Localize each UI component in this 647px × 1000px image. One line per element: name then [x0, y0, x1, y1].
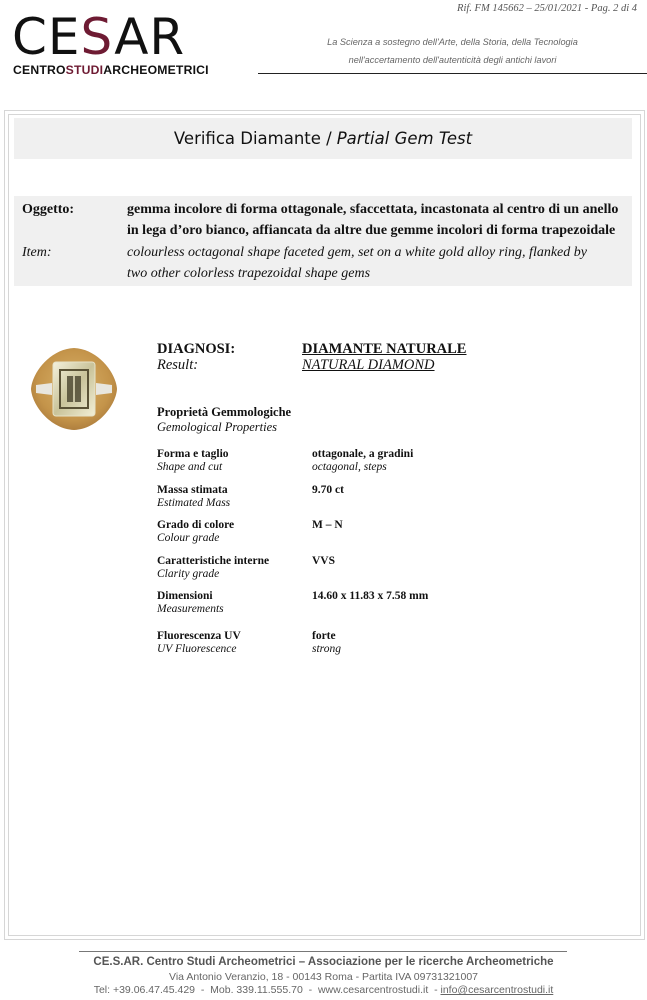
property-label-it: Dimensioni — [157, 590, 213, 602]
diagnosis-value-it: DIAMANTE NATURALE — [302, 341, 467, 357]
object-text-en-1: colourless octagonal shape faceted gem, set on a white gold alloy ring, flanked by — [127, 245, 587, 260]
diagnosis-label-en: Result: — [157, 357, 199, 373]
logo-subtitle-post: ARCHEOMETRICI — [103, 63, 209, 77]
logo-subtitle-pre: CENTRO — [13, 63, 66, 77]
tagline-line-1: La Scienza a sostegno dell'Arte, della Storia, della Tecnologia — [327, 37, 578, 47]
property-value-en: octagonal, steps — [312, 461, 387, 473]
object-label-en: Item: — [22, 245, 52, 260]
property-label-it: Forma e taglio — [157, 448, 229, 460]
properties-heading-en: Gemological Properties — [157, 420, 278, 434]
property-label-en: Estimated Mass — [157, 497, 231, 509]
logo-wordmark-pre: CE — [12, 8, 81, 66]
diagnosis-value-en: NATURAL DIAMOND — [302, 357, 435, 373]
property-label-it: Caratteristiche interne — [157, 555, 270, 567]
property-label-en: Colour grade — [157, 532, 220, 544]
ring-photo — [28, 345, 120, 433]
property-label-en: Measurements — [157, 603, 224, 615]
reference-line: Rif. FM 145662 – 25/01/2021 - Pag. 2 di 4 — [457, 3, 637, 14]
footer-email-link[interactable]: info@cesarcentrostudi.it — [440, 984, 554, 996]
property-label-it: Massa stimata — [157, 484, 228, 496]
logo-wordmark-accent: S — [80, 8, 115, 66]
property-value-it: 9.70 ct — [312, 484, 344, 496]
footer-address: Via Antonio Veranzio, 18 - 00143 Roma - Partita IVA 09731321007 — [169, 971, 478, 983]
logo-subtitle-accent: STUDI — [65, 63, 104, 77]
document-title — [14, 118, 632, 159]
properties-heading-it: Proprietà Gemmologiche — [157, 405, 292, 419]
logo-wordmark-post: AR — [114, 8, 186, 66]
property-value-it: ottagonale, a gradini — [312, 448, 414, 460]
footer-rule — [79, 951, 567, 952]
footer-org: CE.S.AR. Centro Studi Archeometrici – Associazione per le ricerche Archeometriche — [93, 956, 554, 968]
title-english: Partial Gem Test — [336, 129, 473, 148]
property-label-it: Grado di colore — [157, 519, 235, 531]
cesar-logo — [12, 8, 234, 78]
property-value-en: strong — [312, 643, 341, 655]
property-value-it: 14.60 x 11.83 x 7.58 mm — [312, 590, 429, 602]
property-label-en: Clarity grade — [157, 568, 220, 580]
object-text-en-2: two other colorless trapezoidal shape gems — [127, 266, 371, 281]
property-value-it: M – N — [312, 519, 343, 531]
object-text-it-2: in lega d’oro bianco, affiancata da altre due gemme incolori di forma trapezoidale — [127, 223, 616, 238]
logo-wordmark — [12, 8, 185, 66]
logo-subtitle — [13, 63, 209, 77]
title-italian: Verifica Diamante / — [173, 129, 332, 148]
property-value-it: forte — [312, 630, 336, 642]
property-label-it: Fluorescenza UV — [157, 630, 241, 642]
property-label-en: UV Fluorescence — [157, 643, 237, 655]
tagline-line-2: nell'accertamento dell'autenticità degli antichi lavori — [348, 55, 557, 65]
object-text-it-1: gemma incolore di forma ottagonale, sfaccettata, incastonata al centro di un anello — [127, 202, 619, 217]
footer-contact-line: Tel: +39.06.47.45.429 - Mob. 339.11.555.70 - www.cesarcentrostudi.it - — [93, 984, 441, 996]
object-label-it: Oggetto: — [22, 202, 75, 217]
property-label-en: Shape and cut — [157, 461, 223, 473]
property-value-it: VVS — [312, 555, 336, 567]
footer-contacts — [0, 984, 647, 996]
diagnosis-label-it: DIAGNOSI: — [157, 341, 236, 357]
header-rule — [258, 73, 647, 74]
